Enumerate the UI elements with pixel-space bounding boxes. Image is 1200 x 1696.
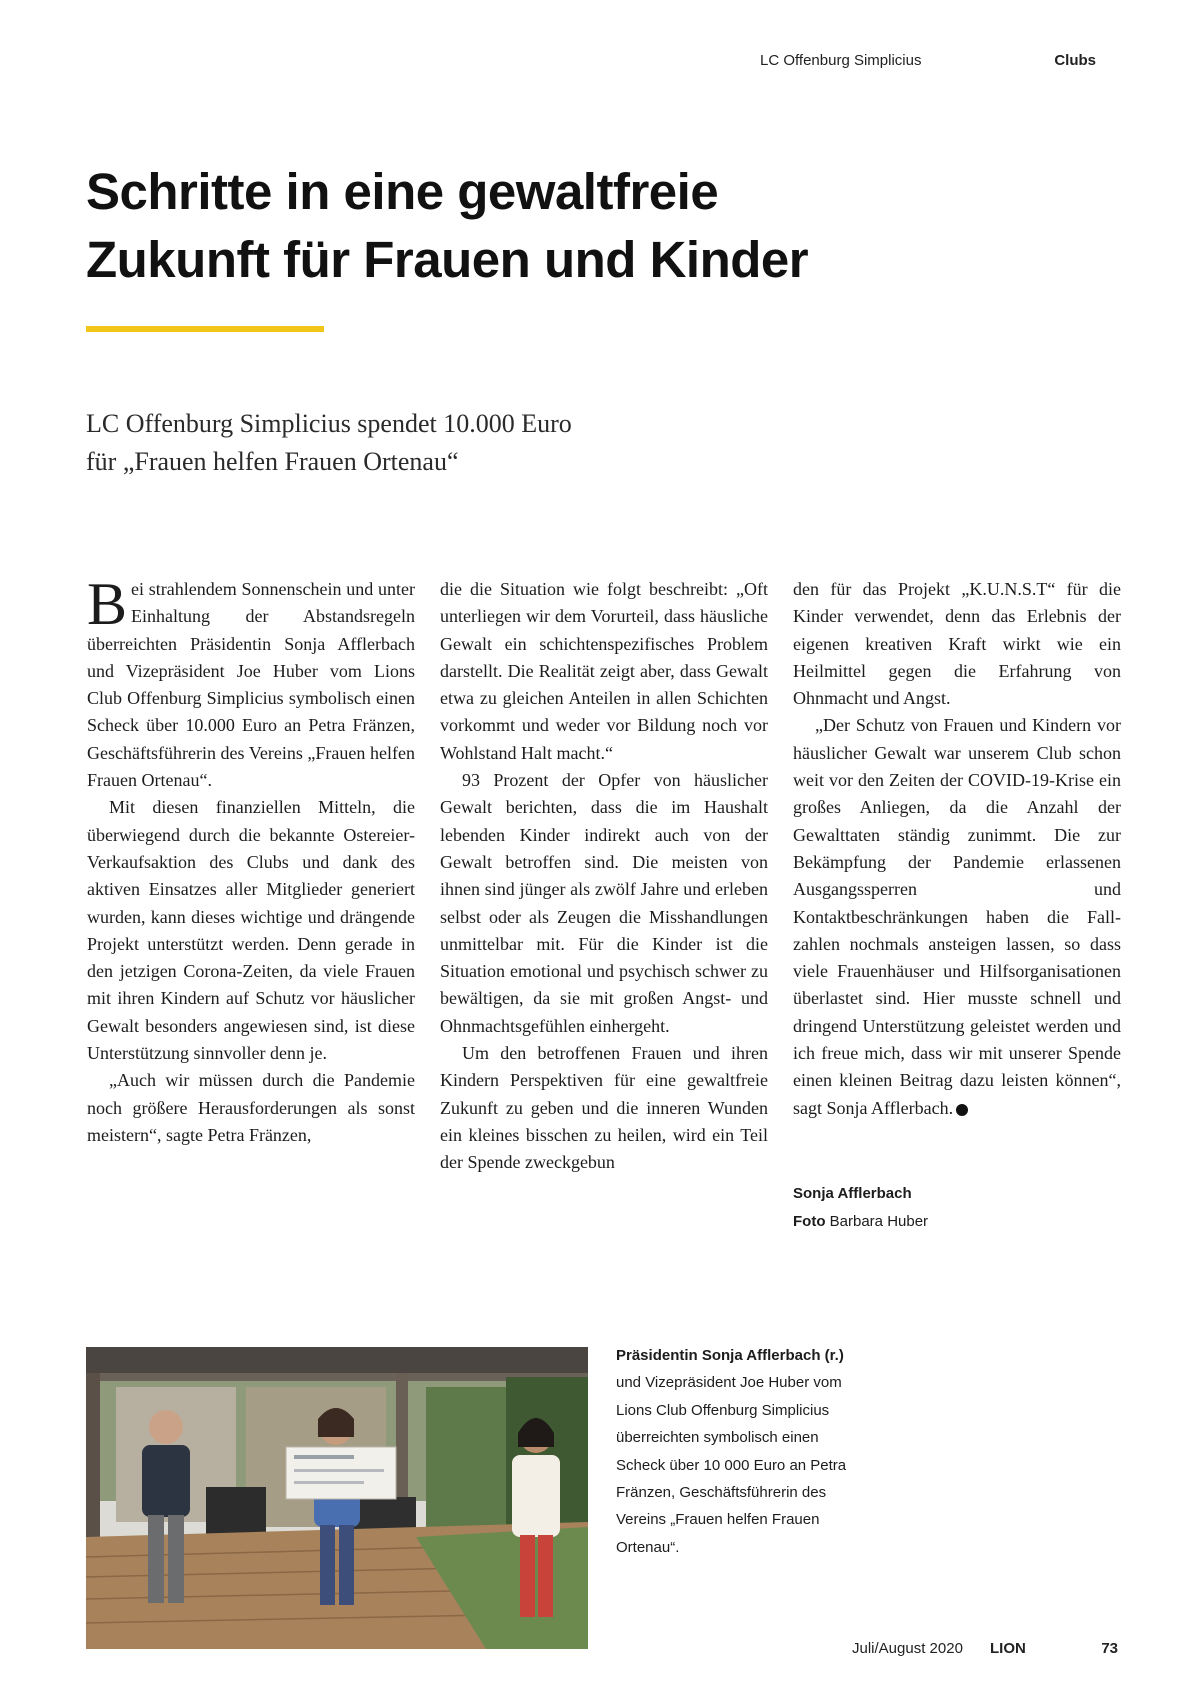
photo-caption: [616, 1342, 906, 1561]
body-column-1: [87, 571, 415, 1149]
caption-line: Fränzen, Geschäftsführerin des: [616, 1484, 827, 1502]
paragraph-text: ei strahlendem Sonnenschein und unter Einhaltung der Abstandsregeln überreichten Präsidentin Sonja Afflerbach und Vizepräsident Joe Huber vom Lions Club Offenburg Simplicius symbolisch einen Scheck über 10.000 Euro an Petra Fränzen, Geschäftsführerin des Vereins „Frauen helfen Frauen Ortenau“.: [87, 579, 415, 791]
caption-line: Präsidentin Sonja Afflerbach (r.): [616, 1347, 844, 1364]
body-paragraph: Um den betroffenen Frauen und ihren Kindern Perspektiven für eine gewaltfreie Zukunft zu geben und die inneren Wunden ein kleines bisschen zu heilen, wird ein Teil der Spende zweckgebun: [440, 1043, 768, 1173]
lions-end-mark-icon: L: [956, 1104, 968, 1116]
article-title-line: Zukunft für Frauen und Kinder: [86, 231, 809, 288]
article-credits: [793, 1180, 928, 1236]
paragraph-text: „Der Schutz von Frauen und Kindern vor häuslicher Gewalt war unserem Club schon weit vor den Zeiten der COVID-19-Krise ein großes Anliegen, da die Anzahl der Gewalttaten ständig zunimmt. Die zur Bekämpfung der Pandemie erlassenen Ausgangssperren und Kontaktbeschränkungen haben die Fallzahlen nochmals ansteigen lassen, so dass viele Frauenhäuser und Hilfsorganisationen überlastet sind. Hier musste schnell und dringend Unterstützung geleistet werden und ich freue mich, dass wir mit unserer Spende einen kleinen Beitrag dazu leisten können“, sagt Sonja Afflerbach.: [793, 715, 1121, 1118]
photo-credit-label: Foto: [793, 1213, 826, 1230]
body-paragraph: den für das Projekt „K.U.N.S.T“ für die Kinder verwendet, denn das Erlebnis der eigenen kreativen Kraft wirkt wie ein Heilmittel gegen die Erfahrung von Ohnmacht und Angst.: [793, 579, 1121, 709]
body-column-2: [440, 576, 768, 1177]
caption-line: überreichten symbolisch einen: [616, 1429, 819, 1447]
article-subtitle-line: LC Offenburg Simplicius spendet 10.000 Euro: [86, 409, 572, 438]
caption-line: und Vizepräsident Joe Huber vom: [616, 1374, 842, 1392]
body-paragraph: „Auch wir müssen durch die Pandemie noch größere Herausforderungen als sonst meistern“, sagte Petra Fränzen,: [87, 1070, 415, 1145]
caption-line: Lions Club Offenburg Simplicius: [616, 1401, 830, 1419]
footer-magazine-name: LION: [990, 1640, 1026, 1657]
article-subtitle: [86, 405, 886, 481]
footer-issue-date: Juli/August 2020: [852, 1640, 963, 1657]
body-paragraph: die die Situation wie folgt beschreibt: „Oft unterliegen wir dem Vorurteil, dass häusliche Gewalt ein schichtenspezifisches Problem darstellt. Die Realität zeigt aber, dass Gewalt etwa zu gleichen Anteilen in allen Schichten vorkommt und weder vor Bildung noch vor Wohlstand Halt macht.“: [440, 579, 768, 763]
author-name: Sonja Afflerbach: [793, 1185, 912, 1202]
running-header-section: LC Offenburg Simplicius: [760, 52, 922, 69]
caption-line: Scheck über 10 000 Euro an Petra: [616, 1456, 847, 1474]
caption-line: Ortenau“.: [616, 1538, 680, 1556]
body-paragraph: 93 Prozent der Opfer von häuslicher Gewalt berichten, dass die im Haushalt lebenden Kinder indirekt auch von der Gewalt betroffen sind. Die meisten von ihnen sind jünger als zwölf Jahre und erleben selbst oder als Zeugen die Misshandlungen unmittelbar mit. Für die Kinder ist die Situation emotional und psychisch schwer zu bewältigen, da sie mit großen Angst- und Ohnmachtsgefühlen einhergeht.: [440, 770, 768, 1036]
article-photo: [86, 1347, 588, 1649]
article-title: [86, 158, 1086, 294]
title-accent-rule: [86, 326, 324, 332]
drop-cap: B: [87, 571, 128, 637]
body-paragraph: [793, 712, 1121, 1121]
photographer-name: Barbara Huber: [829, 1213, 929, 1230]
footer-page-number: 73: [1101, 1640, 1118, 1657]
body-paragraph: Mit diesen finanziellen Mitteln, die überwiegend durch die bekannte Ostereier-Verkaufsaktion des Clubs und dank des aktiven Einsatzes aller Mitglieder generiert wurden, kann dieses wichtige und drängende Projekt unterstützt werden. Denn gerade in den jetzigen Corona-Zeiten, da viele Frauen mit ihren Kindern auf Schutz vor häuslicher Gewalt besonders angewiesen sind, ist diese Unterstützung sinnvoller denn je.: [87, 797, 415, 1064]
running-header-category: Clubs: [1054, 52, 1096, 69]
article-title-line: Schritte in eine gewaltfreie: [86, 163, 719, 220]
article-subtitle-line: für „Frauen helfen Frauen Ortenau“: [86, 447, 459, 476]
body-column-3: [793, 576, 1121, 1122]
caption-line: Vereins „Frauen helfen Frauen: [616, 1511, 820, 1529]
body-paragraph: [87, 571, 415, 794]
